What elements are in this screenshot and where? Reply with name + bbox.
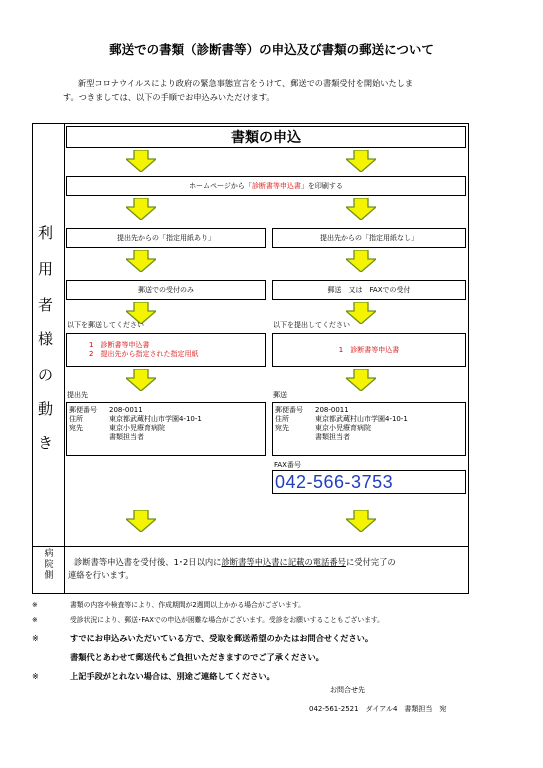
- down-arrow-icon: [346, 198, 376, 220]
- left-address-box: [66, 402, 266, 456]
- hospital-text-pre: 診断書等申込書を受付後、1･2日以内に: [74, 557, 222, 567]
- note-text: すでにお申込みいただいている方で、受取を郵送希望のかたはお問合せください。: [70, 633, 374, 643]
- right-method-box: 郵送 又は FAXでの受付: [272, 280, 466, 300]
- document-item: 1 診断書等申込書: [338, 345, 400, 354]
- address: 東京都武蔵村山市学園4-10-1: [315, 415, 408, 423]
- side-label-char: 動: [38, 400, 54, 418]
- recipient: 東京小児療育病院: [315, 424, 371, 432]
- note-item: [32, 614, 512, 631]
- left-documents-box: [66, 333, 266, 367]
- recipient-dept: 書類担当者: [109, 433, 144, 441]
- down-arrow-icon: [126, 369, 156, 391]
- down-arrow-icon: [126, 250, 156, 272]
- side-label-hospital: [40, 549, 58, 582]
- side-label-char: 者: [38, 296, 54, 314]
- page-title: 郵送での書類（診断書等）の申込及び書類の郵送について: [109, 42, 434, 57]
- note-mark: [32, 650, 70, 669]
- down-arrow-icon: [346, 150, 376, 172]
- frame-divider-horizontal: [32, 546, 469, 547]
- down-arrow-icon: [126, 510, 156, 532]
- hospital-action-text: [68, 556, 466, 582]
- left-destination-label: 提出先: [67, 391, 88, 399]
- fax-label: FAX番号: [274, 461, 301, 469]
- right-destination-label: 郵送: [273, 391, 287, 399]
- postal-code: 208-0011: [315, 406, 349, 414]
- recipient-dept: 書類担当者: [315, 433, 350, 441]
- note-text: 上記手段がとれない場合は、別途ご連絡してください。: [70, 671, 275, 681]
- form-link[interactable]: 診断書等申込書: [251, 181, 301, 190]
- intro-line-1: 新型コロナウイルスにより政府の緊急事態宣言をうけて、郵送での書類受付を開始いたしま: [78, 78, 414, 88]
- note-text: 書類代とあわせて郵送代もご負担いただきますのでご了承ください。: [70, 652, 324, 662]
- fax-number-box: [272, 470, 466, 494]
- left-option-box: 提出先からの「指定用紙あり」: [66, 228, 266, 248]
- recipient-label: 宛先: [275, 424, 289, 432]
- contact-line: 042-561-2521 ダイアル4 書類担当 宛: [309, 705, 447, 713]
- down-arrow-icon: [126, 198, 156, 220]
- note-mark: ※: [32, 601, 38, 609]
- note-mark: ※: [32, 671, 39, 681]
- recipient-label: 宛先: [69, 424, 83, 432]
- postal-code-label: 郵便番号: [69, 406, 97, 414]
- header-box: 書類の申込: [66, 126, 466, 148]
- side-label-hospital-char: 側: [44, 571, 54, 581]
- side-label-char: 様: [38, 330, 54, 348]
- address: 東京都武蔵村山市学園4-10-1: [109, 415, 202, 423]
- down-arrow-icon: [346, 302, 376, 324]
- note-item: [32, 669, 512, 688]
- side-label-char: き: [38, 434, 54, 452]
- left-method-box: 郵送での受付のみ: [66, 280, 266, 300]
- down-arrow-icon: [346, 369, 376, 391]
- right-option-box: 提出先からの「指定用紙なし」: [272, 228, 466, 248]
- note-text: 書類の内容や検査等により、作成期間が2週間以上かかる場合がございます。: [70, 601, 305, 609]
- step-print-pre: ホームページから「: [189, 181, 252, 190]
- right-address-box: [272, 402, 466, 456]
- contact-label: お問合せ先: [330, 686, 365, 694]
- down-arrow-icon: [126, 150, 156, 172]
- frame-divider-vertical: [64, 123, 65, 594]
- note-mark: ※: [32, 616, 38, 624]
- side-label-char: の: [38, 366, 54, 384]
- address-label: 住所: [275, 415, 289, 423]
- side-label-char: 利: [38, 224, 54, 242]
- note-item: [32, 599, 512, 614]
- document-item: 2 提出先から指定された指定用紙: [89, 350, 199, 358]
- recipient: 東京小児療育病院: [109, 424, 165, 432]
- note-item: [32, 631, 512, 650]
- note-mark: ※: [32, 633, 39, 643]
- right-documents-box: [272, 333, 466, 367]
- down-arrow-icon: [346, 510, 376, 532]
- hospital-text-phone: 診断書等申込書に記載の電話番号: [221, 557, 346, 567]
- notes: [32, 599, 512, 688]
- note-text: 受診状況により、郵送･FAXでの申込が困難な場合がございます。受診をお願いすることもございます。: [70, 616, 384, 624]
- left-send-label: 以下を郵送してください: [67, 321, 144, 329]
- hospital-text-post: に受付完了の: [345, 557, 396, 567]
- down-arrow-icon: [346, 250, 376, 272]
- address-label: 住所: [69, 415, 83, 423]
- right-send-label: 以下を提出してください: [273, 321, 350, 329]
- side-label-hospital-char: 院: [44, 560, 54, 570]
- side-label-char: 用: [38, 260, 54, 278]
- step-print-form: [66, 176, 466, 196]
- postal-code: 208-0011: [109, 406, 143, 414]
- step-print-post: 」を印刷する: [300, 181, 343, 190]
- hospital-text-line2: 連絡を行います。: [68, 570, 134, 580]
- intro-line-2: す。つきましては、以下の手順でお申込みいただけます。: [63, 92, 275, 102]
- note-item: [32, 650, 512, 669]
- fax-number: 042-566-3753: [275, 472, 394, 492]
- document-item: 1 診断書等申込書: [89, 341, 150, 349]
- side-label-hospital-char: 病: [44, 549, 54, 559]
- postal-code-label: 郵便番号: [275, 406, 303, 414]
